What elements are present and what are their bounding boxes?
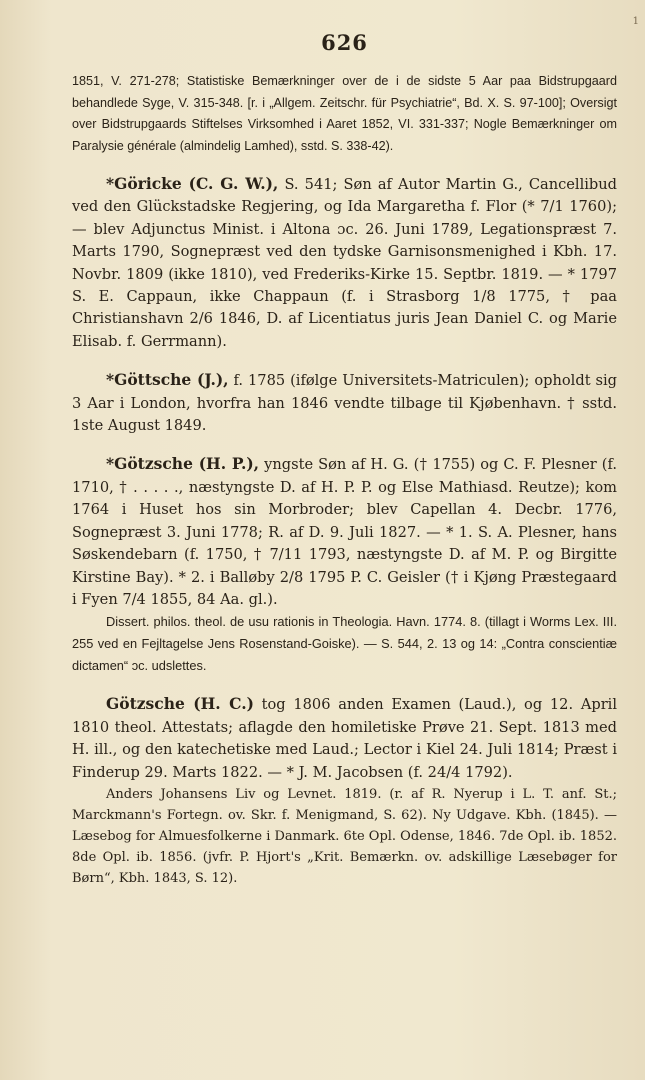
headword: *Götzsche (H. P.),: [106, 454, 260, 474]
entry-paragraph: [72, 173, 617, 353]
entry-paragraph: [72, 693, 617, 784]
entry-notes: Dissert. philos. theol. de usu rationis in Theologia. Havn. 1774. 8. (tillagt i Worms Lex. III. 255 ved en Fejltagelse Jens Rosenstand-Goiske). — S. 544, 2. 13 og 14: „Contra conscientiæ dictamen“ ɔc. udslettes.: [72, 614, 617, 674]
headword: Götzsche (H. C.): [106, 694, 254, 714]
entry-goricke: [72, 173, 617, 353]
entry-body: S. 541; Søn af Autor Martin G., Cancellibud ved den Glückstadske Regjering, og Ida Margaretha f. Flor (* 7/1 1760); — blev Adjunctus Minist. i Altona ɔc. 26. Juni 1789, Legationspræst 7. Marts 1790, Sognepræst ved den tydske Garnisonsmenighed i Kbh. 17. Novbr. 1809 (ikke 1810), ved Frederiks-Kirke 15. Septbr. 1819. — * 1797 S. E. Cappaun, ikke Chappaun (f. i Strasborg 1/8 1775, † paa Christianshavn 2/6 1846, D. af Licentiatus juris Jean Daniel C. og Marie Elisab. f. Gerrmann).: [72, 176, 618, 350]
entry-gotzsche-hc: [72, 693, 617, 889]
entry-body: yngste Søn af H. G. († 1755) og C. F. Plesner (f. 1710, † . . . . ., næstyngste D. af H. P. P. og Else Mathiasd. Reutze); kom 1764 i Huset hos sin Morbroder; blev Capellan 4. Decbr. 1776, Sognepræst 3. Juni 1778; R. af D. 9. Juli 1827. — * 1. S. A. Plesner, hans Søskendebarn (f. 1750, † 7/11 1793, næstyngste D. af M. P. og Birgitte Kirstine Bay). * 2. i Balløby 2/8 1795 P. C. Geisler († i Kjøng Præstegaard i Fyen 7/4 1855, 84 Aa. gl.).: [72, 456, 618, 608]
continuation-entry: [72, 71, 617, 157]
entry-gottsche: [72, 369, 617, 437]
headword: *Göricke (C. G. W.),: [106, 174, 279, 193]
continuation-text: 1851, V. 271-278; Statistiske Bemærkninger over de i de sidste 5 Aar paa Bidstrupgaard behandlede Syge, V. 315-348. [r. i „Allgem. Zeitschr. für Psychiatrie“, Bd. X. S. 97-100]; Oversigt over Bidstrupgaards Stiftelses Virksomhed i Aaret 1852, VI. 331-337; Nogle Bemærkninger om Paralysie générale (almindelig Lamhed), sstd. S. 338-42).: [72, 74, 617, 153]
corner-mark: 1: [632, 16, 639, 27]
entry-gotzsche-hp: [72, 453, 617, 677]
headword: *Göttsche (J.),: [106, 370, 229, 390]
entry-body: f. 1785 (ifølge Universitets-Matriculen); opholdt sig 3 Aar i London, hvorfra han 1846 vendte tilbage til Kjøbenhavn. † sstd. 1ste August 1849.: [72, 372, 617, 435]
entry-paragraph: [72, 453, 617, 611]
entry-references: Anders Johansens Liv og Levnet. 1819. (r. af R. Nyerup i L. T. anf. St.; Marckmann's Fortegn. ov. Skr. f. Menigmand, S. 62). Ny Udgave. Kbh. (1845). — Læsebog for Almuesfolkerne i Danmark. 6te Opl. Odense, 1846. 7de Opl. ib. 1852. 8de Opl. ib. 1856. (jvfr. P. Hjort's „Krit. Bemærkn. ov. adskillige Læsebøger for Børn“, Kbh. 1843, S. 12).: [72, 786, 617, 886]
entry-body: tog 1806 anden Examen (Laud.), og 12. April 1810 theol. Attestats; aflagde den homiletiske Prøve 21. Sept. 1813 med H. ill., og den katechetiske med Laud.; Lector i Kiel 24. Juli 1814; Præst i Finderup 29. Marts 1822. — * J. M. Jacobsen (f. 24/4 1792).: [72, 696, 618, 781]
entry-paragraph: [72, 369, 617, 437]
page-number: 626: [321, 30, 368, 55]
